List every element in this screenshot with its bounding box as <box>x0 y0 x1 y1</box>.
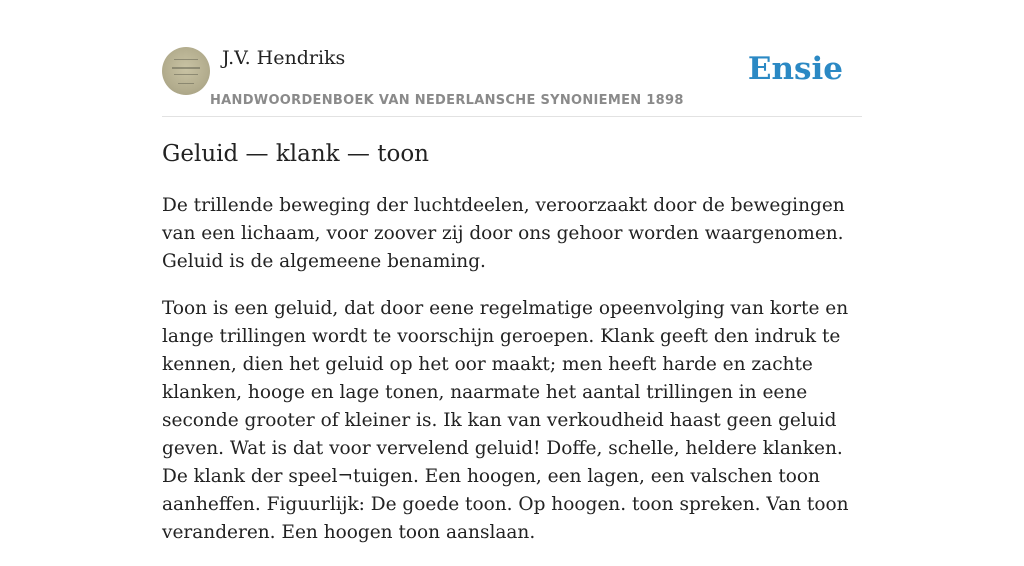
source-title[interactable]: HANDWOORDENBOEK VAN NEDERLANSCHE SYNONIEMEN 1898 <box>210 93 684 108</box>
article-body <box>162 192 872 566</box>
author-name[interactable]: J.V. Hendriks <box>222 47 346 69</box>
header <box>162 46 862 117</box>
ensie-logo[interactable]: Ensie <box>747 51 843 87</box>
book-cover-icon[interactable] <box>162 47 210 95</box>
paragraph: Toon is een geluid, dat door eene regelmatige opeenvolging van korte en lange trillingen wordt te voorschijn geroepen. Klank geeft den indruk te kennen, dien het geluid op het oor maakt; men heeft harde en zachte klanken, hooge en lage tonen, naarmate het aantal trillingen in eene seconde grooter of kleiner is. Ik kan van verkoudheid haast geen geluid geven. Wat is dat voor vervelend geluid! Doffe, schelle, heldere klanken. De klank der speel¬tuigen. Een hoogen, een lagen, een valschen toon aanheffen. Figuurlijk: De goede toon. Op hoogen. toon spreken. Van toon veranderen. Een hoogen toon aanslaan. <box>162 298 849 543</box>
paragraph: De trillende beweging der luchtdeelen, veroorzaakt door de bewegingen van een lichaam, voor zoover zij door ons gehoor worden waargenomen. Geluid is de algemeene benaming. <box>162 195 845 272</box>
page-title: Geluid — klank — toon <box>162 141 429 167</box>
